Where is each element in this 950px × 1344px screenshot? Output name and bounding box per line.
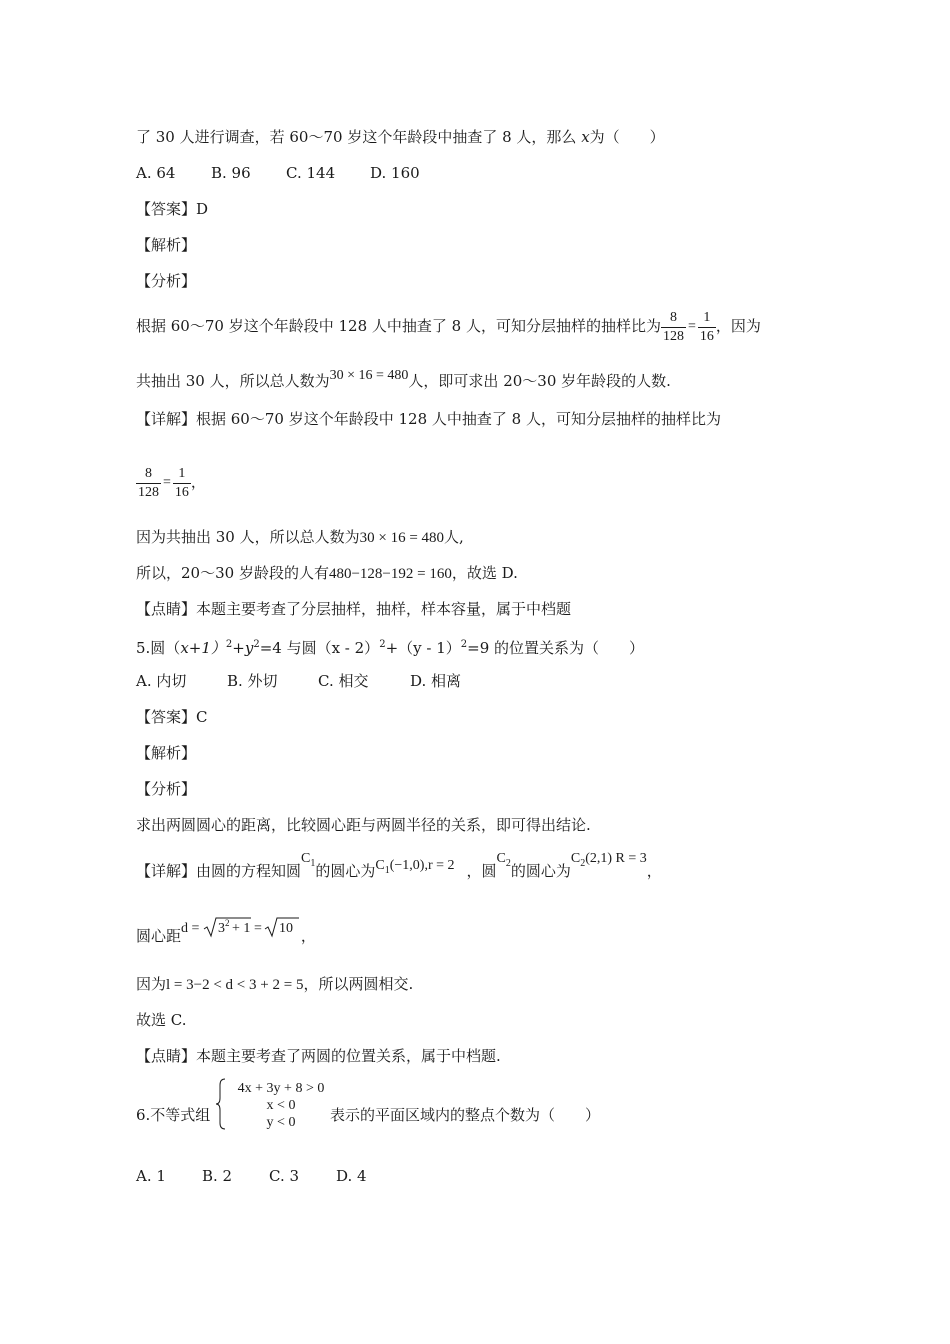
q4-stem: 了 30 人进行调查，若 60～70 岁这个年龄段中抽查了 8 人，那么 x为（ ） <box>136 128 665 146</box>
left-brace-icon <box>216 1078 226 1130</box>
fraction-8-128: $\frac{8}{128}$ <box>662 309 684 344</box>
svg-text:3: 3 <box>217 921 225 936</box>
svg-text:2: 2 <box>224 918 230 928</box>
q4-answer: 【答案】D <box>136 200 209 218</box>
sqrt-expression <box>203 916 301 938</box>
q5-options <box>136 671 461 691</box>
q4-detail-line3: 因为共抽出 30 人，所以总人数为30 × 16 = 480人, <box>136 528 464 546</box>
q6-option-a[interactable]: A. 1 <box>136 1167 166 1185</box>
q4-options <box>136 163 420 183</box>
q5-option-b[interactable]: B. 外切 <box>227 672 278 690</box>
fraction-1-16: $\frac{1}{16}$ <box>699 309 714 344</box>
document-page: 了 30 人进行调查，若 60～70 岁这个年龄段中抽查了 8 人，那么 x为（ ） A. 64 B. 96 C. 144 D. 160 【答案】D 【解析】 【分析】 根据 60～70 岁这个年龄段中 128 人中抽查了 8 人，可知分层抽样的抽样比为 $\frac{8}{128}$ = $\frac{1}{16}$ ，因为 共抽出 30 人，所以总人数为30 × 16 = 480人，即可求出 20～30 岁年龄段的人数. 【详解】根据 60～70 岁这个年龄段中 128 人中抽查了 8 人，可知分层抽样的抽样比为 $\frac{8}{128}$ = $\frac{1}{16}$ ， 因为共抽出 30 人，所以总人数为30 × 16 = 480人, 所以，20～30 岁龄段的人有480−128−192 = 160，故选 D. 【点睛】本题主要考查了分层抽样，抽样，样本容量，属于中档题 5.圆$(x+1)^2+y^2=4$ 与圆（x - 2）$^2$+（y - 1）$^2$=9 的位置关系为（ ） A. 内切 B. 外切 C. 相交 D. 相离 【答案】C 【解析】 【分析】 求出两圆圆心的距离，比较圆心距与两圆半径的关系，即可得出结论. 【详解】由圆的方程知圆$C_1$的圆心为$C_1(-1,0),r = 2$ ，圆$C_2$的圆心为$C_2(2,1) R = 3$， 圆心距d = 3 2 + 1 = 10 ， 因为l = 3−2 < d < 3 + 2 = 5，所以两圆相交. 故选 C. 【点睛】本题主要考查了两圆的位置关系，属于中档题. 6.不等式组 4x + 3y + 8 > 0 x < 0 y < 0 表示的平面区域内的整点个数为（ ） A. 1 B. 2 C. 3 D. 4 <box>136 128 761 1185</box>
q4-option-c[interactable]: C. 144 <box>286 164 336 182</box>
inequality-row: y < 0 <box>266 1115 296 1130</box>
q5-distance-line: 圆心距d = 3 2 + 1 = 10 ， <box>136 918 316 945</box>
q5-option-d[interactable]: D. 相离 <box>410 672 462 690</box>
q5-fenxi-line: 求出两圆圆心的距离，比较圆心距与两圆半径的关系，即可得出结论. <box>136 816 591 834</box>
q4-dianjing: 【点睛】本题主要考查了分层抽样，抽样，样本容量，属于中档题 <box>136 600 572 618</box>
inequality-row: x < 0 <box>266 1098 296 1113</box>
svg-text:=: = <box>253 921 262 936</box>
svg-text:+ 1: + 1 <box>231 921 251 936</box>
q4-detail-line4: 所以，20～30 岁龄段的人有480−128−192 = 160，故选 D. <box>136 564 518 582</box>
q4-fenxi-line2: 共抽出 30 人，所以总人数为30 × 16 = 480人，即可求出 20～30 岁年龄段的人数. <box>136 368 671 390</box>
svg-text:10: 10 <box>278 921 293 936</box>
q5-option-c[interactable]: C. 相交 <box>318 672 369 690</box>
q5-analysis-heading: 【解析】 <box>136 744 197 762</box>
q5-fenxi-heading: 【分析】 <box>136 780 197 798</box>
q6-option-c[interactable]: C. 3 <box>269 1167 300 1185</box>
q4-fenxi-line1: 根据 60～70 岁这个年龄段中 128 人中抽查了 8 人，可知分层抽样的抽样比为 $\frac{8}{128}$ = $\frac{1}{16}$ ，因为 <box>136 309 761 344</box>
q5-conclusion: 故选 C. <box>136 1011 187 1029</box>
q6-options <box>136 1166 367 1186</box>
q4-detail-line1: 【详解】根据 60～70 岁这个年龄段中 128 人中抽查了 8 人，可知分层抽样的抽样比为 <box>136 410 721 428</box>
inequality-system <box>228 1080 334 1131</box>
q6-option-b[interactable]: B. 2 <box>202 1167 233 1185</box>
q5-detail-line1: 【详解】由圆的方程知圆$C_1$的圆心为$C_1(-1,0),r = 2$ ，圆$C_2$的圆心为$C_2(2,1) R = 3$， <box>136 851 662 880</box>
q5-stem: 5.圆$(x+1)^2+y^2=4$ 与圆（x - 2）$^2$+（y - 1）$^2$=9 的位置关系为（ ） <box>136 639 645 657</box>
q4-analysis-heading: 【解析】 <box>136 236 197 254</box>
q4-option-b[interactable]: B. 96 <box>211 164 251 182</box>
q4-detail-fraction: $\frac{8}{128}$ = $\frac{1}{16}$ ， <box>138 465 206 500</box>
q6-option-d[interactable]: D. 4 <box>336 1167 367 1185</box>
q5-dianjing: 【点睛】本题主要考查了两圆的位置关系，属于中档题. <box>136 1047 501 1065</box>
q4-option-d[interactable]: D. 160 <box>370 164 420 182</box>
q5-answer: 【答案】C <box>136 708 208 726</box>
q5-inequality-line: 因为l = 3−2 < d < 3 + 2 = 5，所以两圆相交. <box>136 975 414 993</box>
q5-option-a[interactable]: A. 内切 <box>136 672 187 690</box>
q4-option-a[interactable]: A. 64 <box>136 164 176 182</box>
inequality-row: 4x + 3y + 8 > 0 <box>237 1081 325 1096</box>
q4-fenxi-heading: 【分析】 <box>136 272 197 290</box>
